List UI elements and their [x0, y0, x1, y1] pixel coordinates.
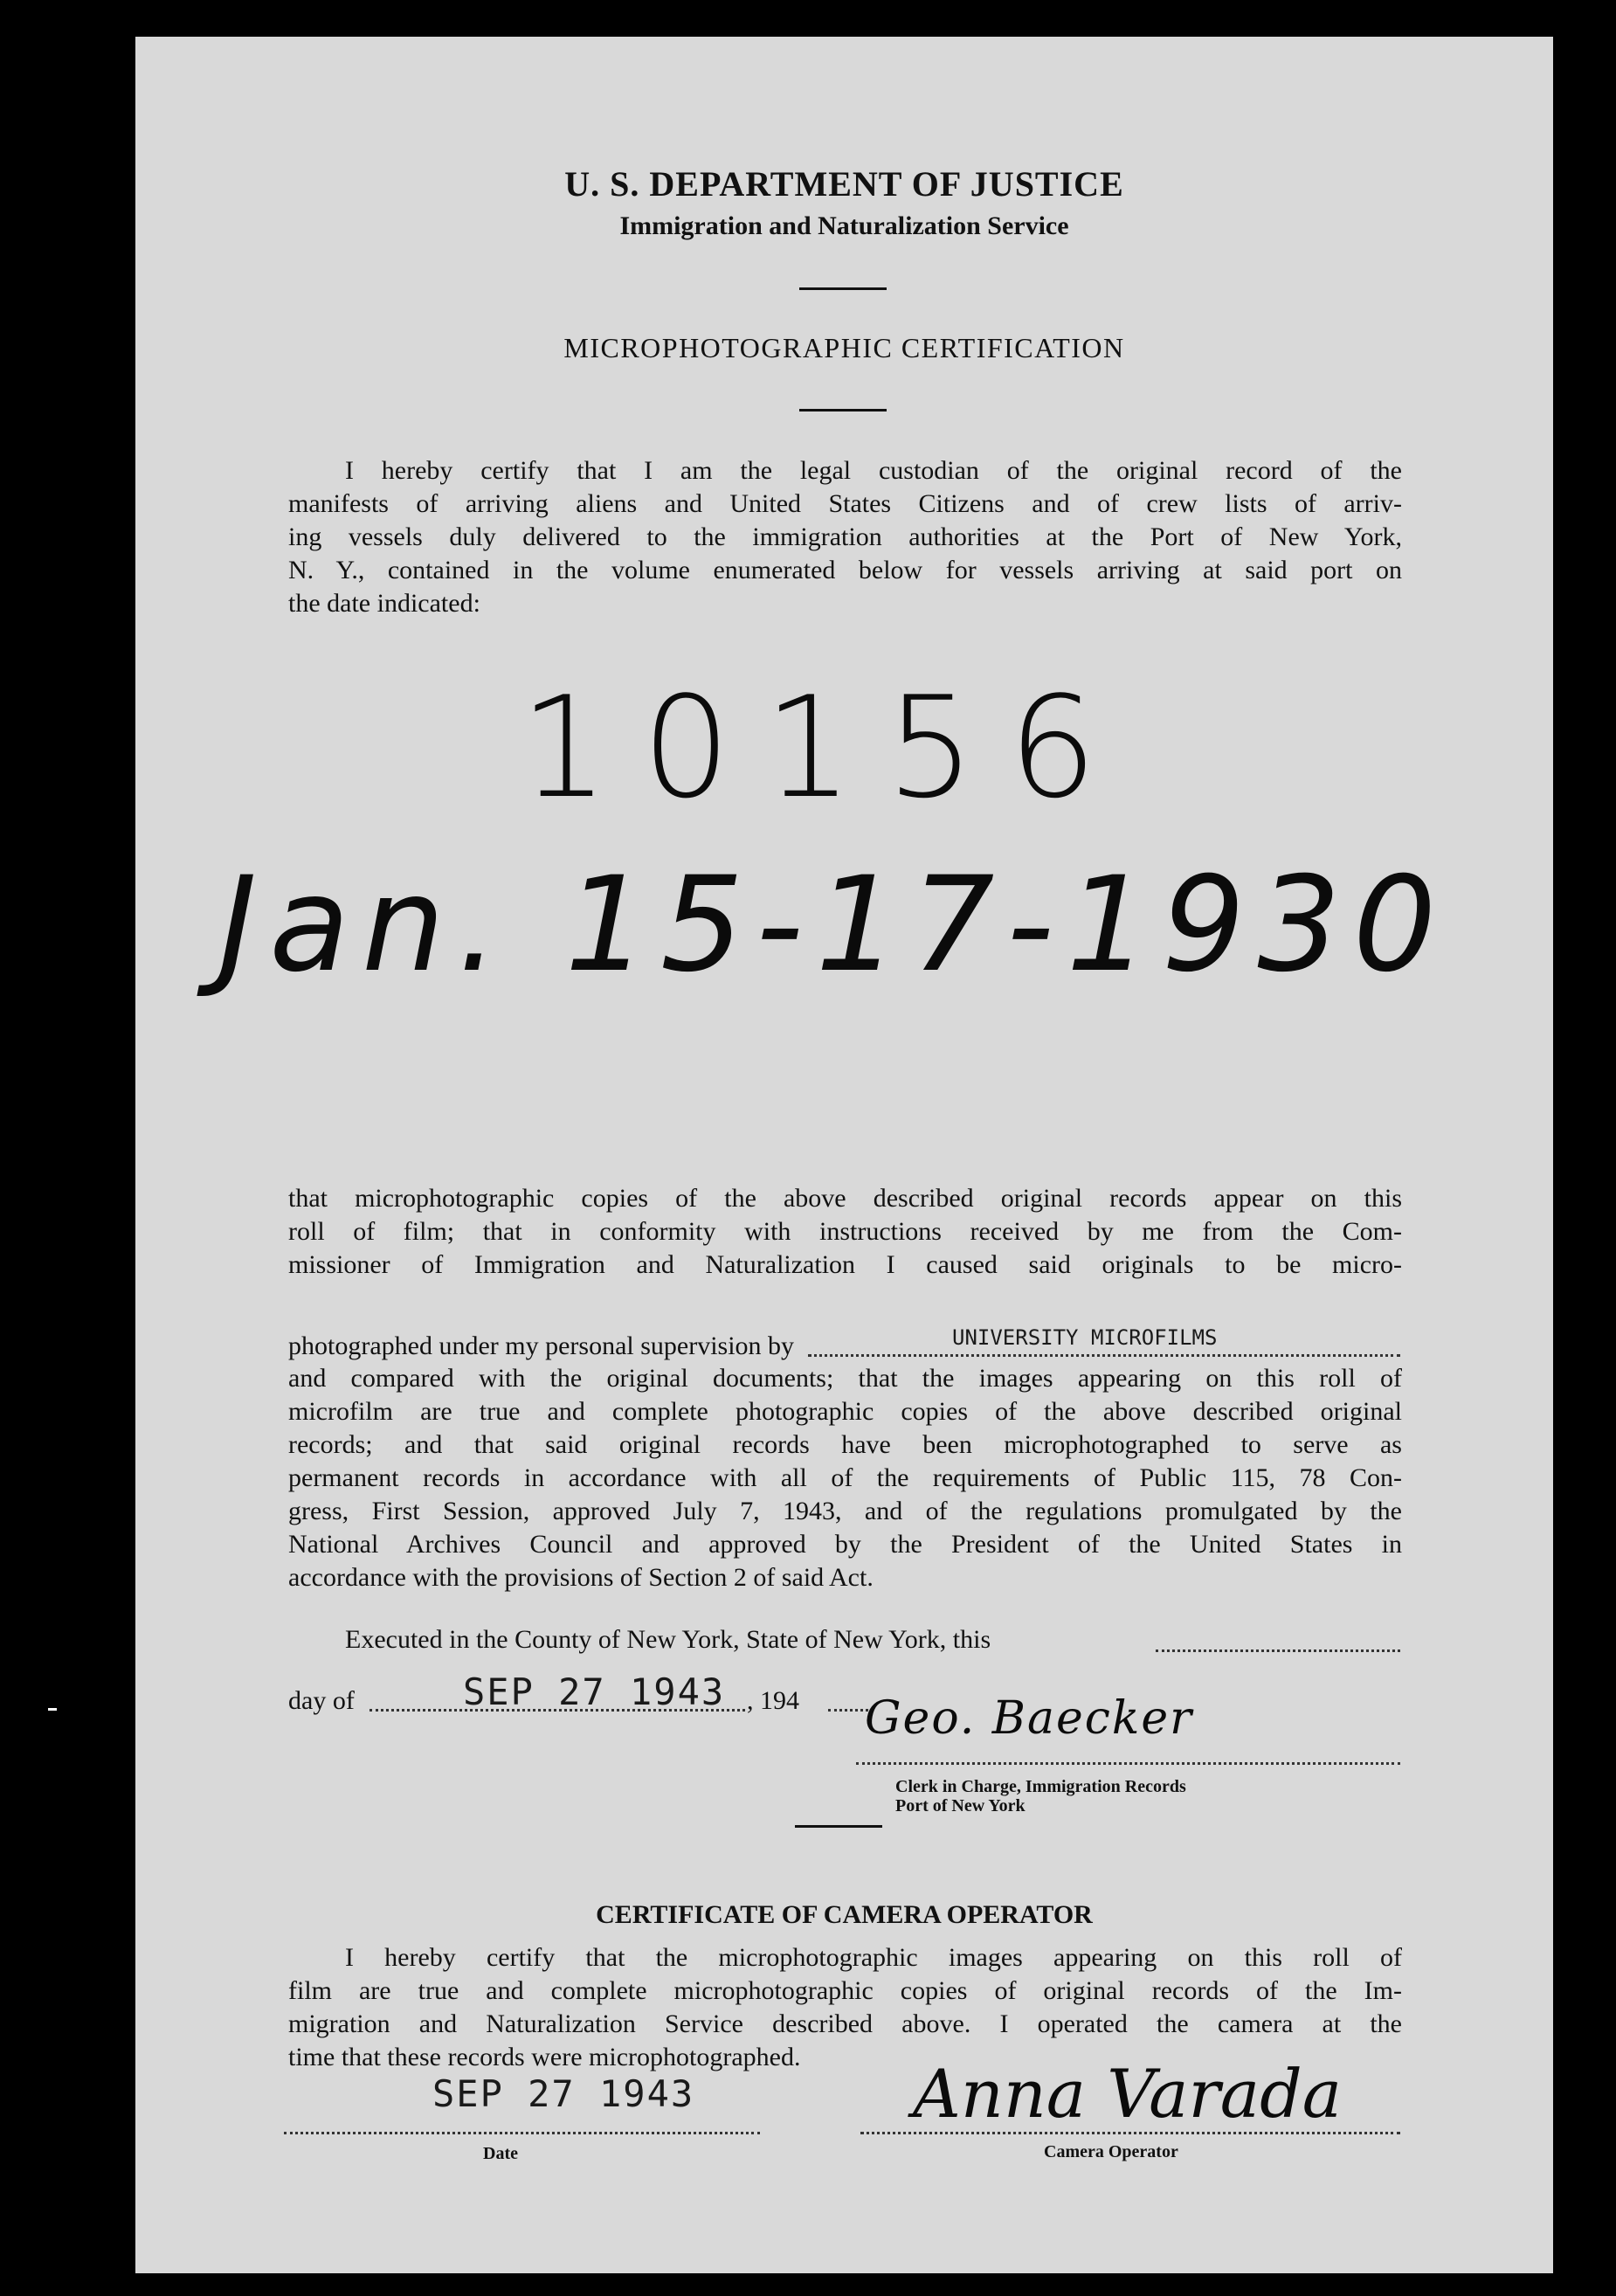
certificate-page	[135, 37, 1553, 2273]
handwritten-date-range: Jan. 15-17-1930	[218, 849, 1449, 1001]
year-prefix: , 194	[747, 1686, 799, 1715]
paragraph-line: microfilm are true and complete photographic copies of the above described original	[288, 1397, 1402, 1426]
paragraph-line: time that these records were microphotographed.	[288, 2043, 801, 2071]
paragraph-line: accordance with the provisions of Section 2 of said Act.	[288, 1563, 874, 1592]
paragraph-line: National Archives Council and approved by the President of the United States in	[288, 1530, 1402, 1559]
paragraph-line: and compared with the original documents; that the images appearing on this roll of	[288, 1364, 1402, 1393]
intro-paragraph	[288, 454, 1402, 620]
certification-title: MICROPHOTOGRAPHIC CERTIFICATION	[563, 332, 1125, 363]
service-subheading: Immigration and Naturalization Service	[619, 211, 1069, 240]
divider	[799, 409, 887, 411]
clerk-signature: Geo. Baecker	[865, 1692, 1194, 1745]
paragraph-line: I hereby certify that the microphotographic images appearing on this roll of	[345, 1943, 1402, 1972]
supervision-prefix: photographed under my personal supervision by	[288, 1331, 795, 1360]
paragraph-line: film are true and complete microphotographic copies of original records of the Im-	[288, 1976, 1402, 2005]
supervisor-blank	[808, 1354, 1400, 1357]
clerk-title: Clerk in Charge, Immigration Records	[895, 1777, 1186, 1796]
executed-date-stamp: SEP 27 1943	[463, 1670, 726, 1713]
paragraph-line: the date indicated:	[288, 589, 480, 618]
date-line	[284, 2132, 760, 2134]
paragraph-line: N. Y., contained in the volume enumerated below for vessels arriving at said port on	[288, 556, 1402, 584]
camera-date-stamp: SEP 27 1943	[432, 2072, 695, 2115]
department-heading: U. S. DEPARTMENT OF JUSTICE	[564, 164, 1124, 204]
handwritten-volume-number: 10156	[520, 666, 1130, 829]
paragraph-line: permanent records in accordance with all of the requirements of Public 115, 78 Con-	[288, 1463, 1402, 1492]
divider	[799, 287, 887, 290]
clerk-location: Port of New York	[895, 1796, 1026, 1815]
camera-section-title: CERTIFICATE OF CAMERA OPERATOR	[596, 1900, 1093, 1929]
divider	[795, 1825, 882, 1828]
executed-text: Executed in the County of New York, State of New York, this	[345, 1625, 991, 1654]
operator-label: Camera Operator	[1044, 2142, 1178, 2161]
date-label: Date	[483, 2144, 518, 2163]
operator-signature-line	[860, 2132, 1400, 2134]
paragraph-line: roll of film; that in conformity with instructions received by me from the Com-	[288, 1217, 1402, 1246]
paragraph-line: missioner of Immigration and Naturalization I caused said originals to be micro-	[288, 1250, 1402, 1279]
paragraph-line: migration and Naturalization Service described above. I operated the camera at the	[288, 2009, 1402, 2038]
paragraph-line: that microphotographic copies of the above described original records appear on this	[288, 1184, 1402, 1213]
film-speck	[48, 1708, 57, 1711]
paragraph-line: I hereby certify that I am the legal custodian of the original record of the	[345, 456, 1402, 485]
paragraph-line: gress, First Session, approved July 7, 1943, and of the regulations promulgated by the	[288, 1497, 1402, 1525]
paragraph-line: records; and that said original records have been microphotographed to serve as	[288, 1430, 1402, 1459]
operator-signature: Anna Varada	[913, 2055, 1343, 2133]
executed-blank	[1156, 1649, 1400, 1652]
paragraph-line: manifests of arriving aliens and United States Citizens and of crew lists of arriv-	[288, 489, 1402, 518]
supervisor-stamp: UNIVERSITY MICROFILMS	[952, 1325, 1218, 1350]
body-paragraph-continued	[288, 1362, 1402, 1594]
body-paragraph	[288, 1182, 1402, 1282]
day-of-label: day of	[288, 1686, 355, 1715]
paragraph-line: ing vessels duly delivered to the immigration authorities at the Port of New York,	[288, 522, 1402, 551]
clerk-signature-line	[856, 1762, 1400, 1765]
